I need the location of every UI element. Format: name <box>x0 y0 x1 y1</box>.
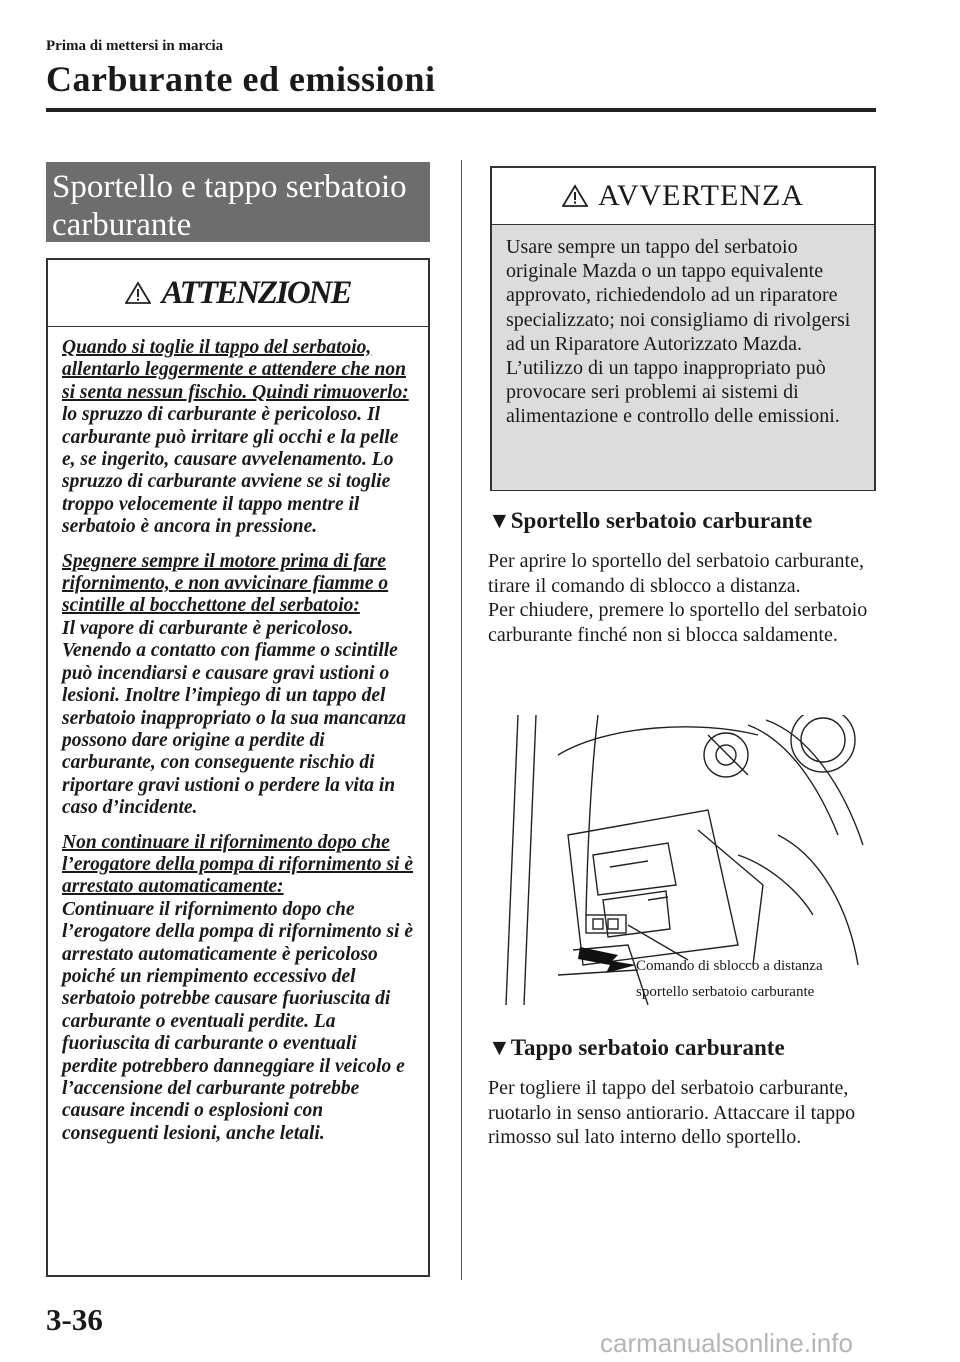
warning-header <box>492 168 874 225</box>
caution-warning-text: Il vapore di carburante è pericoloso. Venendo a contatto con fiamme o scintille può incendiarsi e causare gravi ustioni o lesioni. Inoltre l’impiego di un tappo del serbatoio inappropriato o la sua mancanza possono dare origine a perdite di carburante, con conseguente rischio di riportare gravi ustioni o perdere la vita in caso d’incidente. <box>62 617 407 819</box>
caution-paragraph <box>62 337 414 539</box>
page-title: Carburante ed emissioni <box>46 59 436 99</box>
door-open-text: Per aprire lo sportello del serbatoio carburante, tirare il comando di sblocco a distanza. <box>488 550 864 597</box>
caution-header <box>48 260 428 327</box>
door-close-text: Per chiudere, premere lo sportello del serbatoio carburante finché non si blocca saldamente. <box>488 599 868 646</box>
caution-paragraph <box>62 832 414 1146</box>
door-section-heading <box>488 508 812 534</box>
caution-title: ATTENZIONE <box>161 274 351 311</box>
triangle-down-icon: ▼ <box>488 508 511 533</box>
page-number: 3-36 <box>46 1302 103 1337</box>
illustration-caption: sportello serbatoio carburante <box>636 984 815 1000</box>
caution-warning-text: lo spruzzo di carburante è pericoloso. Il carburante può irritare gli occhi e la pelle e, se ingerito, causare avvelenamento. Lo spruzzo di carburante avviene se si toglie troppo velocemente il tappo mentre il serbatoio è ancora in pressione. <box>62 404 399 538</box>
warning-triangle-icon <box>125 281 151 305</box>
caution-box <box>46 258 430 1277</box>
warning-box <box>490 166 876 491</box>
header-rule <box>46 108 876 112</box>
triangle-down-icon: ▼ <box>488 1035 511 1060</box>
section-banner: Sportello e tappo serbatoio carburante <box>46 162 430 242</box>
caution-warning-heading: Non continuare il rifornimento dopo che l’erogatore della pompa di rifornimento si è arrestato automaticamente: <box>62 831 413 898</box>
cap-section-heading <box>488 1035 785 1061</box>
warning-triangle-icon <box>562 184 588 208</box>
caution-warning-heading: Quando si toglie il tappo del serbatoio, allentarlo leggermente e attendere che non si senta nessun fischio. Quindi rimuoverlo: <box>62 337 409 403</box>
cap-section-text: Per togliere il tappo del serbatoio carburante, ruotarlo in senso antiorario. Attaccare il tappo rimosso sul lato interno dello sportello. <box>488 1077 856 1148</box>
warning-title: AVVERTENZA <box>598 179 804 212</box>
caution-body <box>48 327 428 1145</box>
caution-warning-heading: Spegnere sempre il motore prima di fare rifornimento, e non avvicinare fiamme o scintille al bocchettone del serbatoio: <box>62 550 389 617</box>
illustration-caption: Comando di sblocco a distanza <box>636 958 823 974</box>
cap-heading-text: Tappo serbatoio carburante <box>510 1035 785 1060</box>
door-heading-text: Sportello serbatoio carburante <box>510 508 813 533</box>
caution-warning-text: Continuare il rifornimento dopo che l’erogatore della pompa di rifornimento si è arrestato automaticamente è pericoloso poiché un riempimento eccessivo del serbatoio potrebbe causare fuoriuscita di carburante o eventuali perdite. La fuoriuscita di carburante o eventuali perdite potrebbero danneggiare il veicolo e l’accensione del carburante potrebbe causare incendi o esplosioni con conseguenti lesioni, anche letali. <box>62 898 413 1144</box>
column-divider <box>461 160 462 1280</box>
door-section-text <box>488 549 878 647</box>
breadcrumb: Prima di mettersi in marcia <box>46 38 224 54</box>
warning-body: Usare sempre un tappo del serbatoio originale Mazda o un tappo equivalente approvato, richiedendolo ad un riparatore specializzato; noi consigliamo di rivolgersi ad un Riparatore Autorizzato Mazda. L’utilizzo di un tappo inappropriato può provocare seri problemi ai sistemi di alimentazione e controllo delle emissioni. <box>492 225 874 490</box>
watermark: carmanualsonline.info <box>600 1328 853 1358</box>
caution-paragraph <box>62 551 414 820</box>
